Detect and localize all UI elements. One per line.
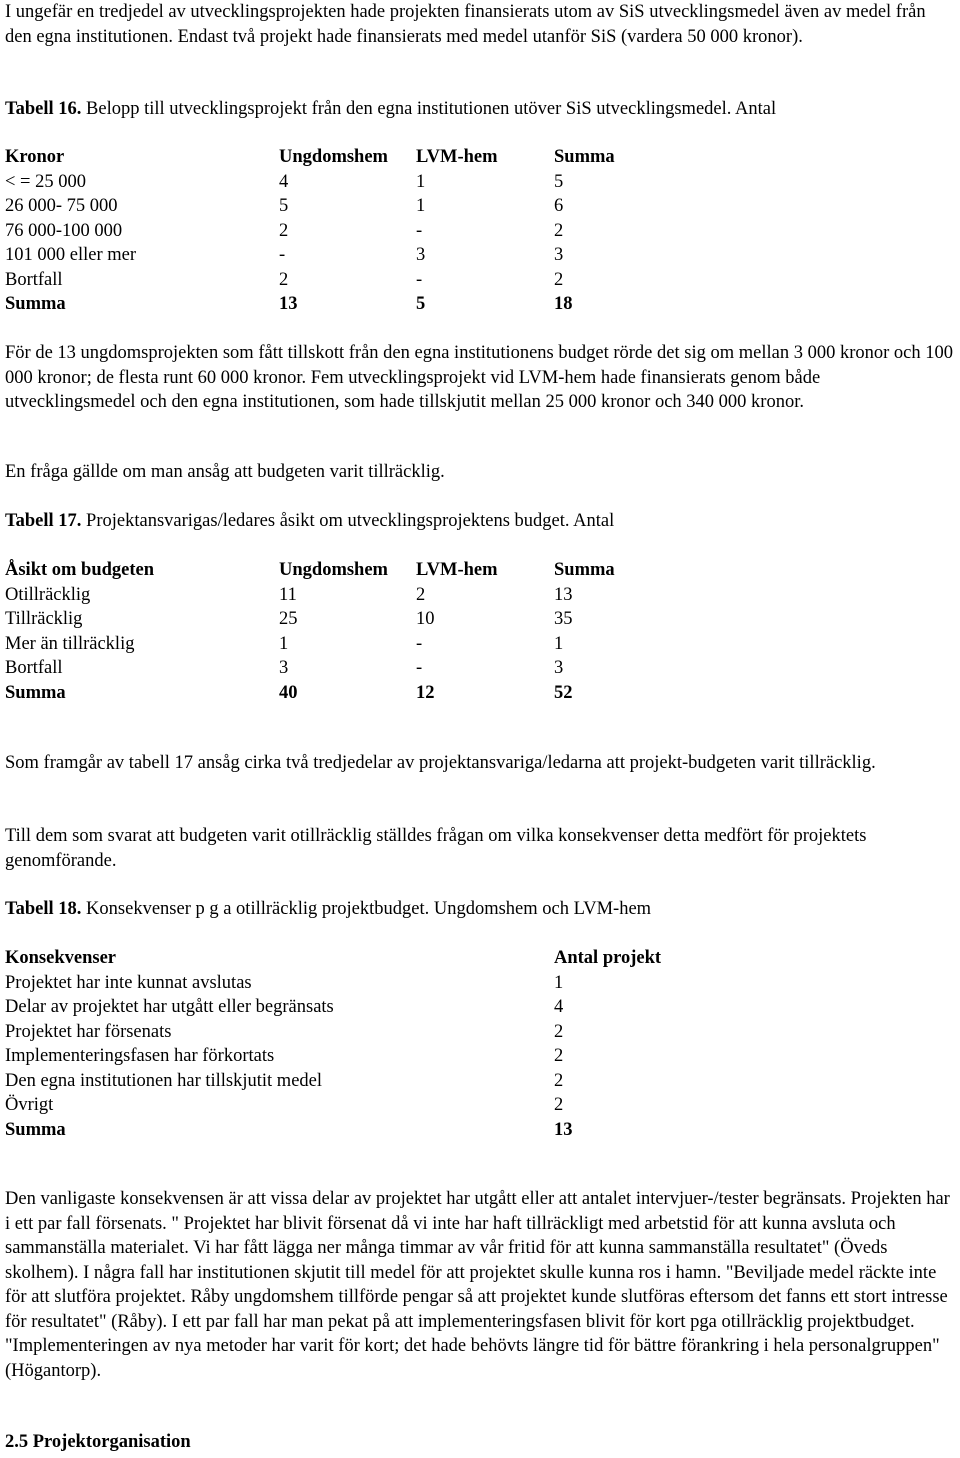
- table-row: [5, 1093, 661, 1118]
- table-cell: -: [416, 633, 423, 654]
- table-row: [5, 1020, 661, 1045]
- table16-caption: [5, 97, 955, 122]
- table-cell: < = 25 000: [5, 171, 86, 192]
- table-cell: 1: [416, 196, 426, 216]
- paragraph-table17-summary: Som framgår av tabell 17 ansåg cirka två tredjedelar av projektansvariga/ledarna att projekt-budgeten varit tillräcklig.: [5, 753, 876, 773]
- table17-total-row: [5, 681, 615, 706]
- paragraph-financing: För de 13 ungdomsprojekten som fått tillskott från den egna institutionens budget rörde det sig om mellan 3 000 kronor och 100 000 kronor; de flesta runt 60 000 kronor. Fem utvecklingsprojekt vid LVM-hem hade finansierats genom både utvecklingsmedel och den egna institutionen, som hade tillskjutit mellan 25 000 kronor och 340 000 kronor.: [5, 343, 953, 412]
- table17-header-cell: Ungdomshem: [279, 560, 388, 580]
- table-cell: 3: [554, 658, 564, 678]
- table-cell: -: [416, 269, 423, 290]
- table-row: [5, 1069, 661, 1094]
- table-row: [5, 170, 615, 195]
- table-cell: 3: [279, 658, 289, 678]
- table-cell: 13: [279, 294, 298, 314]
- table16-caption-text: Belopp till utvecklingsprojekt från den egna institutionen utöver SiS utvecklingsmedel. Antal: [81, 99, 777, 119]
- table18-caption-text: Konsekvenser p g a otillräcklig projektbudget. Ungdomshem och LVM-hem: [81, 899, 652, 919]
- table-cell: 4: [279, 171, 289, 192]
- table-cell: 1: [554, 972, 564, 993]
- table16-header-cell: Kronor: [5, 147, 65, 167]
- table18: [5, 946, 661, 1142]
- table-cell: 2: [279, 220, 289, 241]
- table-cell: 3: [554, 245, 564, 265]
- table-cell: 26 000- 75 000: [5, 196, 118, 216]
- table-cell: 11: [279, 584, 297, 605]
- table-cell: -: [279, 245, 286, 265]
- table-cell: 5: [554, 171, 564, 192]
- intro-paragraph: I ungefär en tredjedel av utvecklingsprojekten hade projekten finansierats utom av SiS utvecklingsmedel även av medel från den egna institutionen. Endast två projekt hade finansierats med medel utanför SiS (vardera 50 000 kronor).: [5, 2, 926, 47]
- table-row: [5, 268, 615, 293]
- table-cell: -: [416, 220, 423, 241]
- table-row: [5, 219, 615, 244]
- table-cell: 2: [554, 1095, 564, 1115]
- table-row: [5, 583, 615, 608]
- table-cell: 18: [554, 294, 573, 314]
- table16-header-cell: LVM-hem: [416, 147, 498, 167]
- table18-label: Tabell 18.: [5, 899, 82, 919]
- table-row: [5, 995, 661, 1020]
- table-cell: 4: [554, 997, 564, 1017]
- table-cell: 13: [554, 1119, 573, 1140]
- table17: [5, 558, 615, 705]
- table17-header-cell: Åsikt om budgeten: [5, 560, 155, 580]
- table17-header-row: [5, 558, 615, 583]
- table-cell: 52: [554, 682, 573, 703]
- table-cell: 1: [279, 633, 289, 654]
- paragraph-consequences-question: Till dem som svarat att budgeten varit otillräcklig ställdes frågan om vilka konsekvenser detta medfört för projektets genomförande.: [5, 826, 867, 871]
- table-cell: 2: [554, 1021, 564, 1042]
- table-cell: 2: [554, 1070, 564, 1091]
- table-cell: Övrigt: [5, 1095, 54, 1115]
- table-cell: Otillräcklig: [5, 584, 91, 605]
- table18-header-cell: Antal projekt: [554, 948, 662, 968]
- table-row: [5, 632, 615, 657]
- table18-header-row: [5, 946, 661, 971]
- table-cell: 2: [416, 584, 426, 605]
- paragraph-budget-question: En fråga gällde om man ansåg att budgeten varit tillräcklig.: [5, 462, 445, 482]
- table-cell: 6: [554, 196, 564, 216]
- table-cell: 40: [279, 682, 298, 703]
- table-cell: -: [416, 658, 423, 678]
- table17-header-cell: Summa: [554, 560, 615, 580]
- table-cell: 13: [554, 584, 573, 605]
- section-heading: 2.5 Projektorganisation: [5, 1432, 191, 1452]
- table-cell: 101 000 eller mer: [5, 245, 136, 265]
- table17-header-cell: LVM-hem: [416, 560, 498, 580]
- table-cell: 2: [279, 269, 289, 290]
- table-cell: Mer än tillräcklig: [5, 633, 135, 654]
- table-cell: Bortfall: [5, 658, 63, 678]
- table16: [5, 145, 615, 317]
- table-cell: 76 000-100 000: [5, 220, 123, 241]
- table18-total-row: [5, 1118, 661, 1143]
- table-cell: Projektet har inte kunnat avslutas: [5, 972, 252, 993]
- table-cell: Summa: [5, 1119, 66, 1140]
- table-cell: 5: [416, 294, 426, 314]
- paragraph-consequences-discussion: Den vanligaste konsekvensen är att vissa delar av projektet har utgått eller att antalet intervjuer-/tester begränsats. Projekten har i ett par fall försenats. " Projektet har blivit försenat då vi inte har haft tillräckligt med arbetstid för att kunna avsluta och sammanställa materialet. Vi har fått lägga ner många timmar av vår fritid för att kunna sammanställa resultatet" (Öveds skolhem). I några fall har institutionen skjutit till medel för att projektet skulle kunna ros i hamn. "Beviljade medel räckte inte för att slutföra projektet. Råby ungdomshem tillförde pengar så att projektet kunde slutföras eftersom det fanns ett stort intresse för resultatet" (Råby). I ett par fall har man pekat på att implementeringsfasen blivit för kort pga otillräcklig projektbudget. "Implementeringen av nya metoder har varit för kort; det hade behövts längre tid för bättre förankring i hela personalgruppen" (Högantorp).: [5, 1189, 950, 1381]
- table18-caption: [5, 897, 955, 922]
- table-cell: Delar av projektet har utgått eller begränsats: [5, 997, 334, 1017]
- table-row: [5, 971, 661, 996]
- table-cell: Summa: [5, 294, 66, 314]
- table16-header-cell: Ungdomshem: [279, 147, 388, 167]
- table-cell: 2: [554, 220, 564, 241]
- table17-caption: [5, 509, 955, 534]
- table-cell: Bortfall: [5, 269, 63, 290]
- table-cell: Summa: [5, 682, 66, 703]
- table17-caption-text: Projektansvarigas/ledares åsikt om utvecklingsprojektens budget. Antal: [81, 511, 615, 531]
- table-cell: 35: [554, 609, 573, 629]
- table-cell: 10: [416, 609, 435, 629]
- table16-label: Tabell 16.: [5, 99, 82, 119]
- table-cell: 2: [554, 269, 564, 290]
- table-cell: Den egna institutionen har tillskjutit medel: [5, 1070, 323, 1091]
- table-row: [5, 194, 615, 219]
- table-row: [5, 243, 615, 268]
- table-cell: Implementeringsfasen har förkortats: [5, 1046, 275, 1066]
- table-cell: 12: [416, 682, 435, 703]
- table-cell: 25: [279, 609, 298, 629]
- table-row: [5, 656, 615, 681]
- table-row: [5, 1044, 661, 1069]
- table17-label: Tabell 17.: [5, 511, 82, 531]
- table-cell: 1: [416, 171, 426, 192]
- table-cell: 3: [416, 245, 426, 265]
- table-cell: Projektet har försenats: [5, 1021, 172, 1042]
- table-cell: 1: [554, 633, 564, 654]
- table18-header-cell: Konsekvenser: [5, 948, 116, 968]
- table-cell: 2: [554, 1046, 564, 1066]
- table-row: [5, 607, 615, 632]
- table16-total-row: [5, 292, 615, 317]
- table16-header-row: [5, 145, 615, 170]
- table-cell: 5: [279, 196, 289, 216]
- table16-header-cell: Summa: [554, 147, 615, 167]
- table-cell: Tillräcklig: [5, 609, 83, 629]
